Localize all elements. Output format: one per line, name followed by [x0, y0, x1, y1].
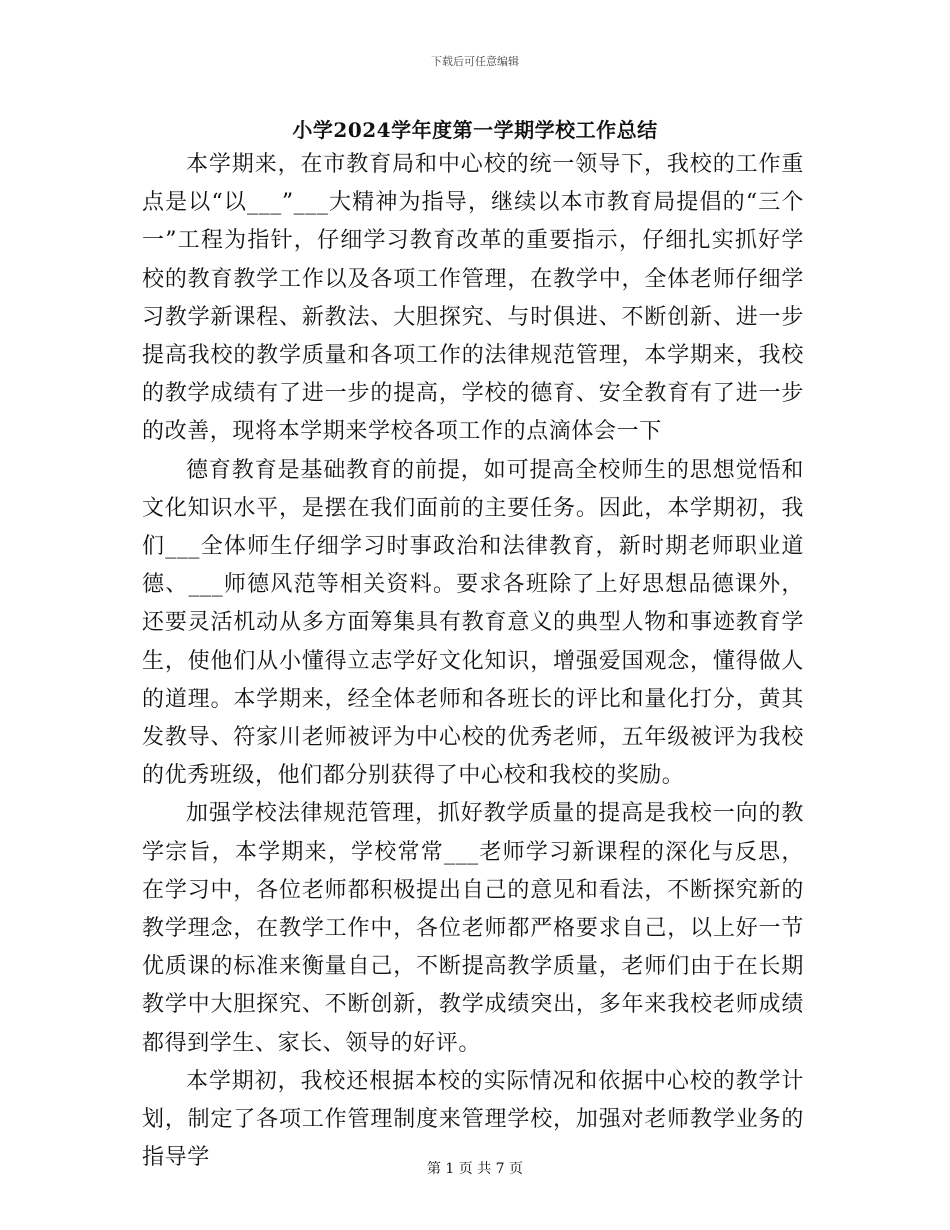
document-title: 小学2024学年度第一学期学校工作总结 — [292, 118, 658, 142]
paragraph: 加强学校法律规范管理，抓好教学质量的提高是我校一向的教学宗旨，本学期来，学校常常___老师学习新课程的深化与反思，在学习中，各位老师都积极提出自己的意见和看法，不断探究新的教学理念，在教学工作中，各位老师都严格要求自己，以上好一节优质课的标准来衡量自己，不断提高教学质量，老师们由于在长期教学中大胆探究、不断创新，教学成绩突出，多年来我校老师成绩都得到学生、家长、领导的好评。 — [142, 801, 804, 1056]
paragraph: 德育教育是基础教育的前提，如可提高全校师生的思想觉悟和文化知识水平，是摆在我们面前的主要任务。因此，本学期初，我们___全体师生仔细学习时事政治和法律教育，新时期老师职业道德、___师德风范等相关资料。要求各班除了上好思想品德课外，还要灵活机动从多方面筹集具有教育意义的典型人物和事迹教育学生，使他们从小懂得立志学好文化知识，增强爱国观念，懂得做人的道理。本学期来，经全体老师和各班长的评比和量化打分，黄其发教导、符家川老师被评为中心校的优秀老师，五年级被评为我校的优秀班级，他们都分别获得了中心校和我校的奖励。 — [142, 457, 804, 789]
paragraph: 本学期初，我校还根据本校的实际情况和依据中心校的教学计划，制定了各项工作管理制度来管理学校，加强对老师教学业务的指导学 — [142, 1068, 804, 1171]
document-body — [142, 146, 804, 1177]
download-note: 下载后可任意编辑 — [431, 55, 519, 68]
page-number: 第 1 页 共 7 页 — [426, 1161, 524, 1177]
paragraph: 本学期来，在市教育局和中心校的统一领导下，我校的工作重点是以“以___”___大精神为指导，继续以本市教育局提倡的“三个一”工程为指针，仔细学习教育改革的重要指示，仔细扎实抓好学校的教育教学工作以及各项工作管理，在教学中，全体老师仔细学习教学新课程、新教法、大胆探究、与时俱进、不断创新、进一步提高我校的教学质量和各项工作的法律规范管理，本学期来，我校的教学成绩有了进一步的提高，学校的德育、安全教育有了进一步的改善，现将本学期来学校各项工作的点滴体会一下 — [142, 152, 804, 445]
